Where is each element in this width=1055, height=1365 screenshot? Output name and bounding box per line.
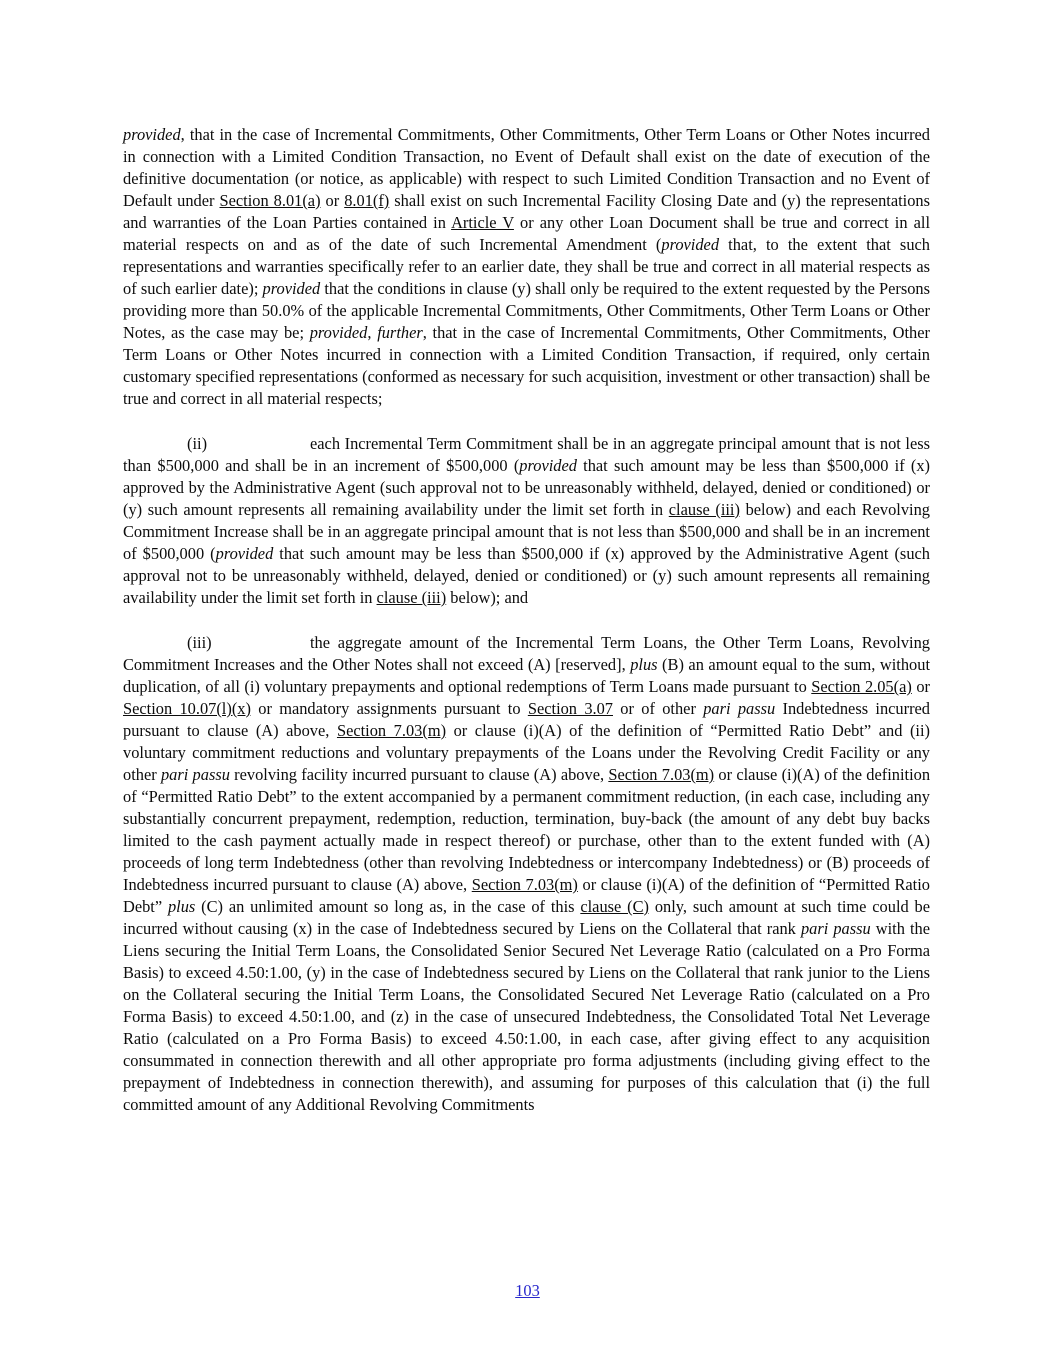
italic-text: further xyxy=(377,323,423,342)
section-reference-link[interactable]: Section 7.03(m) xyxy=(336,721,447,740)
section-reference-link[interactable]: Section 10.07(l)(x) xyxy=(123,699,251,718)
section-reference-link[interactable]: Section 7.03(m) xyxy=(608,765,715,784)
paragraph-clause-iii xyxy=(123,632,930,1116)
text-run: , xyxy=(367,323,378,342)
text-run: or clause (i)(A) of the definition of “Permitted Ratio Debt” to the extent accompanied by a permanent commitment reduction, (in each case, including any substantially concurrent prepayment, redemption, reduction, termination, buy-back (the amount of any debt buy backs limited to the cash payment actually made in respect thereof) or purchase, other than to the extent funded with (A) proceeds of long term Indebtedness (other than revolving Indebtedness or intercompany Indebtedness) or (B) proceeds of Indebtedness incurred pursuant to clause (A) above, xyxy=(123,765,931,894)
text-run: or xyxy=(320,191,345,210)
section-reference-link[interactable]: clause (iii) xyxy=(376,588,447,607)
text-run: only, such amount at such time could be incurred without causing (x) in the case of Indebtedness secured by Liens on the Collateral that rank xyxy=(123,897,931,938)
text-run: or mandatory assignments pursuant to xyxy=(250,699,528,718)
text-run: or clause (i)(A) of the definition of “Permitted Ratio Debt” xyxy=(123,875,930,916)
text-run: revolving facility incurred pursuant to clause (A) above, xyxy=(229,765,609,784)
page-footer xyxy=(0,1280,1055,1302)
text-run: (B) an amount equal to the sum, without duplication, of all (i) voluntary prepayments and optional redemptions of Term Loans made pursuant to xyxy=(123,655,931,696)
italic-text: pari passu xyxy=(703,699,776,718)
italic-text: pari passu xyxy=(160,765,230,784)
document-body xyxy=(123,124,930,1139)
italic-text: pari passu xyxy=(800,919,871,938)
text-run: or any other Loan Document shall be true and correct in all material respects on and as of the date of such Incremental Amendment ( xyxy=(123,213,930,254)
section-reference-link[interactable]: Section 8.01(a) xyxy=(219,191,321,210)
text-run: , that in the case of Incremental Commitments, Other Commitments, Other Term Loans or Other Notes incurred in connection with a Limited Condition Transaction, if required, only certain customary specified representations (conformed as necessary for such acquisition, investment or other transaction) shall be true and correct in all material respects; xyxy=(123,323,930,408)
italic-text: provided xyxy=(262,279,321,298)
section-reference-link[interactable]: clause (C) xyxy=(580,897,649,916)
text-run: that such amount may be less than $500,000 if (x) approved by the Administrative Agent (such approval not to be unreasonably withheld, delayed, denied or conditioned) or (y) such amount represents all remaining availability under the limit set forth in xyxy=(123,456,930,519)
section-reference-link[interactable]: 8.01(f) xyxy=(344,191,390,210)
section-reference-link[interactable]: Section 2.05(a) xyxy=(811,677,912,696)
paragraph-clause-ii xyxy=(123,433,930,609)
section-reference-link[interactable]: Section 7.03(m) xyxy=(471,875,578,894)
section-reference-link[interactable]: Section 3.07 xyxy=(527,699,613,718)
text-run: with the Liens securing the Initial Term Loans, the Consolidated Senior Secured Net Leverage Ratio (calculated on a Pro Forma Basis) to exceed 4.50:1.00, (y) in the case of Indebtedness secured by Liens on the Collateral that rank junior to the Liens on the Collateral securing the Initial Term Loans, the Consolidated Secured Net Leverage Ratio (calculated on a Pro Forma Basis) to exceed 4.50:1.00, and (z) in the case of unsecured Indebtedness, the Consolidated Total Net Leverage Ratio (calculated on a Pro Forma Basis) to exceed 4.50:1.00, in each case, after giving effect to any acquisition consummated in connection therewith and all other appropriate pro forma adjustments (including giving effect to the prepayment of Indebtedness in connection therewith), and assuming for purposes of this calculation that (i) the full committed amount of any Additional Revolving Commitments xyxy=(123,919,930,1114)
text-run: below); and xyxy=(446,588,529,607)
list-marker: (iii) xyxy=(187,633,212,652)
italic-text: provided xyxy=(519,456,577,475)
section-reference-link[interactable]: clause (iii) xyxy=(668,500,740,519)
text-run: that the conditions in clause (y) shall only be required to the extent requested by the Persons providing more than 50.0% of the applicable Incremental Commitments, Other Commitments, Other Term Loans or Other Notes, as the case may be; xyxy=(123,279,931,342)
italic-text: provided xyxy=(661,235,720,254)
text-run: that such amount may be less than $500,000 if (x) approved by the Administrative Agent (such approval not to be unreasonably withheld, delayed, denied or conditioned) or (y) such amount represents all remaining availability under the limit set forth in xyxy=(123,544,930,607)
list-marker: (ii) xyxy=(187,434,208,453)
text-run: each Incremental Term Commitment shall be in an aggregate principal amount that is not less than $500,000 and shall be in an increment of $500,000 ( xyxy=(123,434,930,475)
text-run: the aggregate amount of the Incremental Term Loans, the Other Term Loans, Revolving Commitment Increases and the Other Notes shall not exceed (A) [reserved], xyxy=(123,633,930,674)
text-run: Indebtedness incurred pursuant to clause (A) above, xyxy=(123,699,930,740)
section-reference-link[interactable]: Article V xyxy=(451,213,514,232)
italic-text: provided xyxy=(309,323,368,342)
text-run: or xyxy=(911,677,930,696)
text-run: or of other xyxy=(613,699,704,718)
text-run: shall exist on such Incremental Facility Closing Date and (y) the representations and warranties of the Loan Parties contained in xyxy=(123,191,930,232)
text-run: (C) an unlimited amount so long as, in the case of this xyxy=(195,897,581,916)
italic-text: plus xyxy=(630,655,658,674)
paragraph-provided-clause xyxy=(123,124,930,410)
text-run: or clause (i)(A) of the definition of “Permitted Ratio Debt” and (ii) voluntary commitment reductions and voluntary prepayments of the Loans under the Revolving Credit Facility or any other xyxy=(123,721,930,784)
page-number-link[interactable]: 103 xyxy=(515,1281,540,1300)
italic-text: provided xyxy=(215,544,274,563)
text-run: that, to the extent that such representations and warranties specifically refer to an earlier date, they shall be true and correct in all material respects as of such earlier date); xyxy=(123,235,930,298)
italic-text: provided xyxy=(123,125,181,144)
text-run: , that in the case of Incremental Commitments, Other Commitments, Other Term Loans or Other Notes incurred in connection with a Limited Condition Transaction, no Event of Default shall exist on the date of execution of the definitive documentation (or notice, as applicable) with respect to such Limited Condition Transaction and no Event of Default under xyxy=(123,125,930,210)
text-run: below) and each Revolving Commitment Increase shall be in an aggregate principal amount that is not less than $500,000 and shall be in an increment of $500,000 ( xyxy=(123,500,930,563)
italic-text: plus xyxy=(167,897,196,916)
